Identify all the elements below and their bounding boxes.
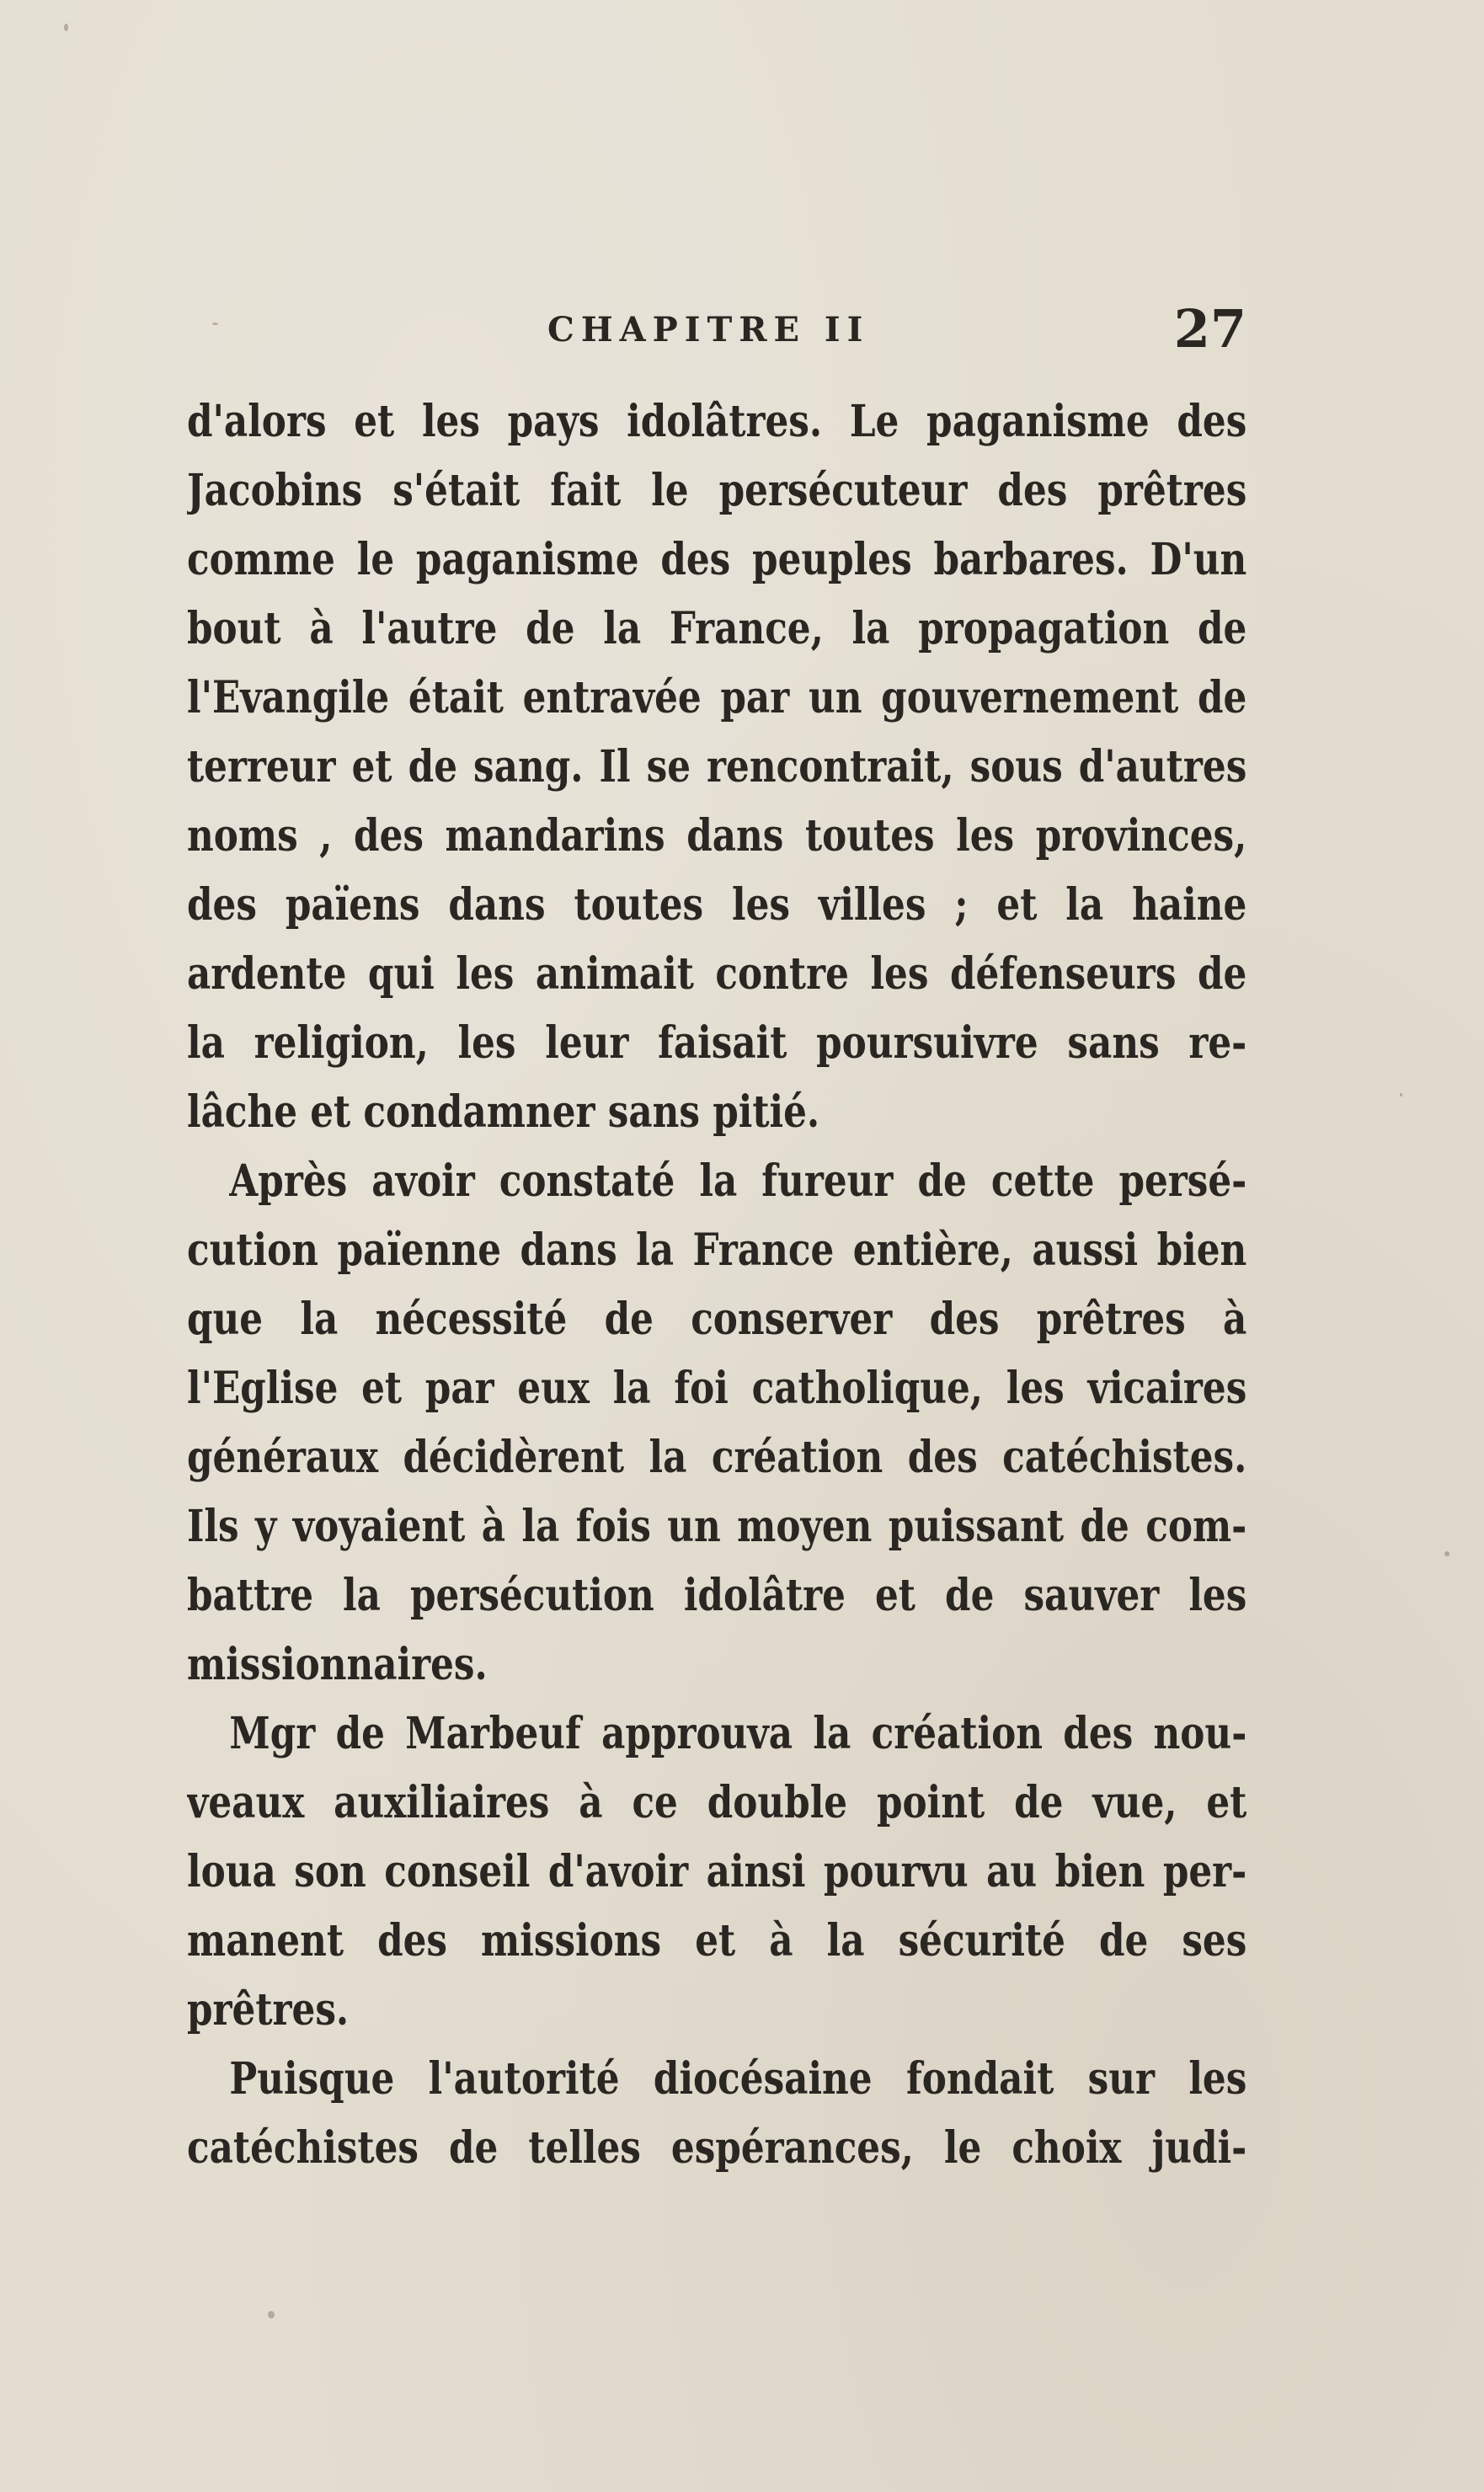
running-head [187,298,1246,360]
text-line: Ils y voyaient à la fois un moyen puissant de com- [187,1501,1247,1552]
text-line: la religion, les leur faisait poursuivre sans re- [187,1017,1247,1069]
page-number: 27 [1173,298,1246,360]
paper-speck [1400,1093,1402,1097]
body-text [187,387,1246,2183]
paper-speck [268,2311,275,2319]
text-line: l'Eglise et par eux la foi catholique, les vicaires [187,1363,1247,1414]
text-line: lâche et condamner sans pitié. [187,1086,820,1138]
text-line: catéchistes de telles espérances, le choix judi- [187,2122,1247,2174]
paper-speck [64,24,68,31]
text-line: d'alors et les pays idolâtres. Le paganisme des [187,396,1247,447]
text-line: terreur et de sang. Il se rencontrait, sous d'autres [187,741,1247,792]
text-line: veaux auxiliaires à ce double point de vue, et [187,1777,1247,1828]
text-line: comme le paganisme des peuples barbares. D'un [187,534,1247,585]
text-line: noms , des mandarins dans toutes les provinces, [187,810,1247,862]
text-line: bout à l'autre de la France, la propagation de [187,603,1247,654]
paragraph-start-line: Après avoir constaté la fureur de cette persé- [229,1155,1247,1207]
paragraph-start-line: Mgr de Marbeuf approuva la création des nou- [229,1708,1247,1759]
paper-speck [1444,1551,1449,1556]
text-line: des païens dans toutes les villes ; et la haine [187,879,1247,931]
text-line: prêtres. [187,1984,350,2036]
text-line: missionnaires. [187,1639,488,1690]
text-line: l'Evangile était entravée par un gouvernement de [187,672,1247,723]
chapter-title: CHAPITRE II [547,310,870,350]
text-line: battre la persécution idolâtre et de sauver les [187,1570,1247,1621]
text-line: loua son conseil d'avoir ainsi pourvu au bien per- [187,1846,1247,1897]
text-line: Jacobins s'était fait le persécuteur des prêtres [187,465,1247,516]
text-line: ardente qui les animait contre les défenseurs de [187,948,1247,1000]
paper-speck [212,323,218,325]
text-line: que la nécessité de conserver des prêtres à [187,1294,1247,1345]
text-line: généraux décidèrent la création des catéchistes. [187,1432,1247,1483]
text-line: manent des missions et à la sécurité de ses [187,1915,1247,1966]
paragraph-start-line: Puisque l'autorité diocésaine fondait sur les [229,2053,1247,2105]
text-line: cution païenne dans la France entière, aussi bien [187,1225,1247,1276]
